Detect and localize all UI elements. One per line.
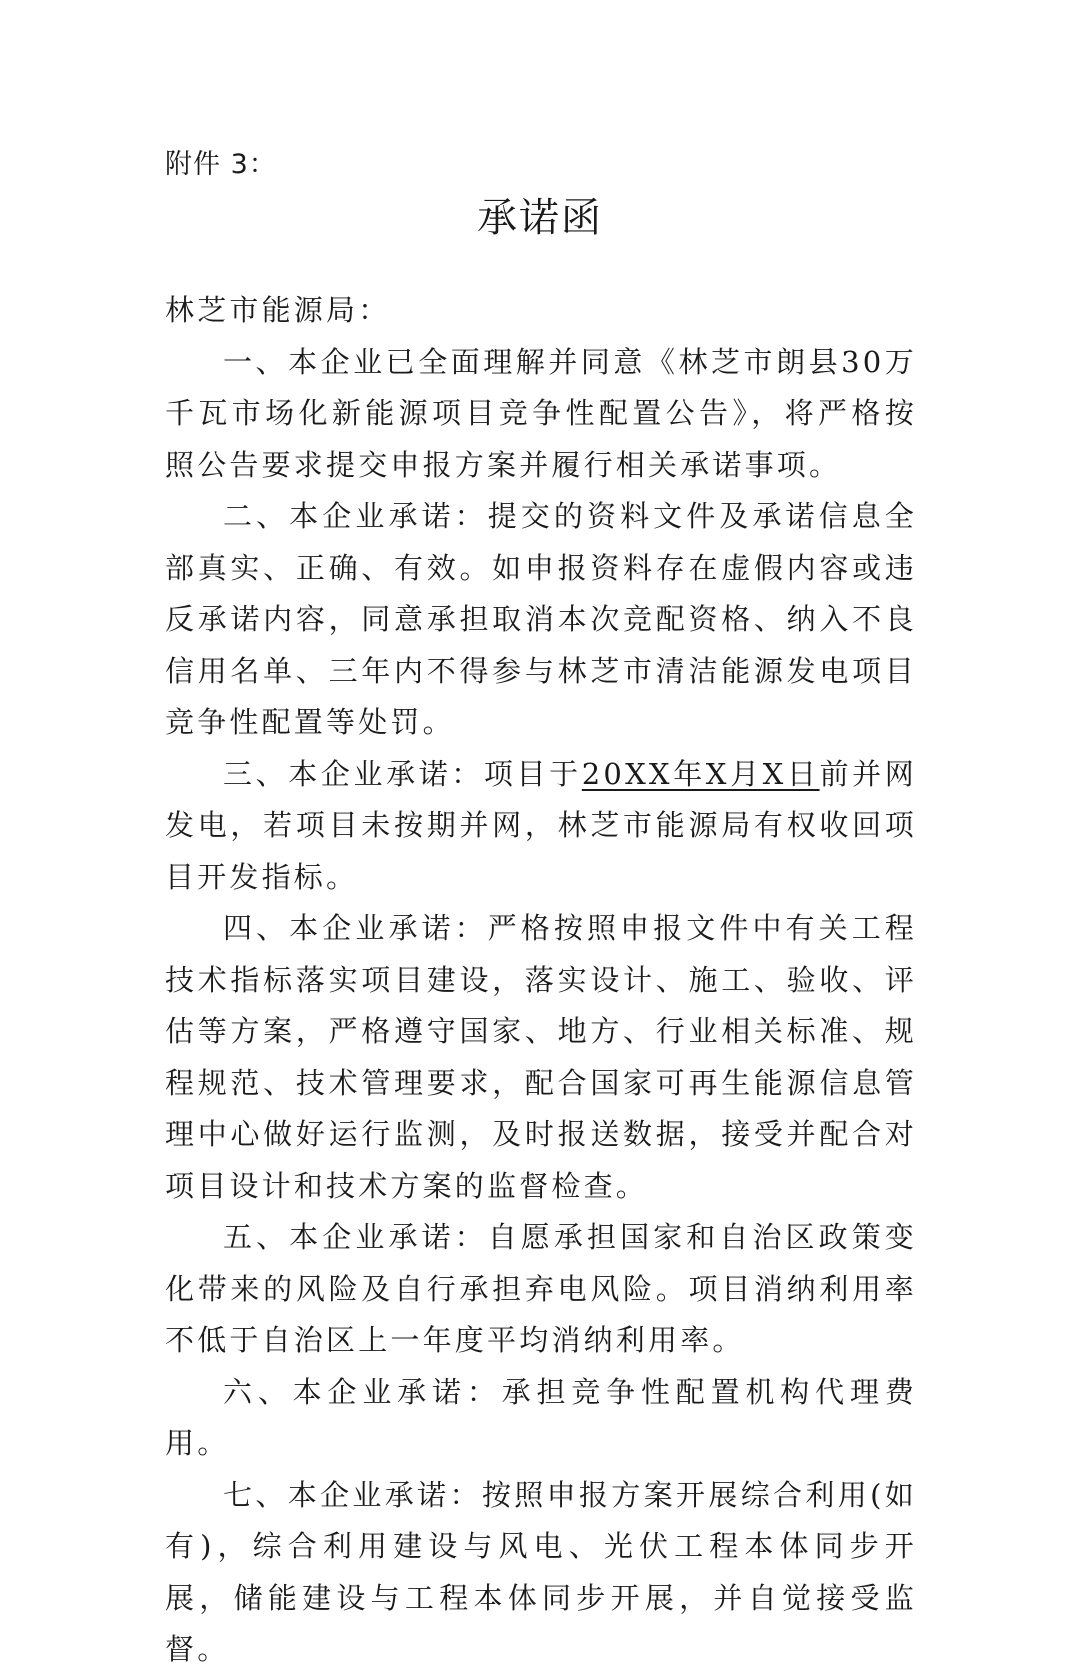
salutation: 林芝市能源局：	[165, 293, 391, 327]
paragraph-5: 五、本企业承诺：自愿承担国家和自治区政策变化带来的风险及自行承担弃电风险。项目消纳利用率不低于自治区上一年度平均消纳利用率。	[165, 1220, 917, 1357]
paragraph-6: 六、本企业承诺：承担竞争性配置机构代理费用。	[165, 1374, 917, 1460]
document-title: 承诺函	[477, 195, 603, 241]
paragraph-4: 四、本企业承诺：严格按照申报文件中有关工程技术指标落实项目建设，落实设计、施工、验收、评估等方案，严格遵守国家、地方、行业相关标准、规程规范、技术管理要求，配合国家可再生能源信息管理中心做好运行监测，及时报送数据，接受并配合对项目设计和技术方案的监督检查。	[165, 911, 917, 1203]
paragraph-3	[165, 749, 917, 904]
attachment-label: 附件 3：	[165, 149, 277, 180]
paragraph-7: 七、本企业承诺：按照申报方案开展综合利用(如有)，综合利用建设与风电、光伏工程本体同步开展，储能建设与工程本体同步开展，并自觉接受监督。	[165, 1477, 917, 1666]
paragraph-3-tail: 前并网发电，若项目未按期并网，林芝市能源局有权收回项目开发指标。	[165, 756, 917, 894]
letter-body	[165, 285, 917, 1676]
grid-connection-date: 20XX年X月X日	[581, 756, 820, 791]
paragraph-3-lead: 三、本企业承诺：项目于	[223, 756, 582, 791]
paragraph-1: 一、本企业已全面理解并同意《林芝市朗县30万千瓦市场化新能源项目竞争性配置公告》，将严格按照公告要求提交申报方案并履行相关承诺事项。	[165, 344, 917, 482]
paragraph-2: 二、本企业承诺：提交的资料文件及承诺信息全部真实、正确、有效。如申报资料存在虚假内容或违反承诺内容，同意承担取消本次竞配资格、纳入不良信用名单、三年内不得参与林芝市清洁能源发电项目竞争性配置等处罚。	[165, 499, 917, 739]
